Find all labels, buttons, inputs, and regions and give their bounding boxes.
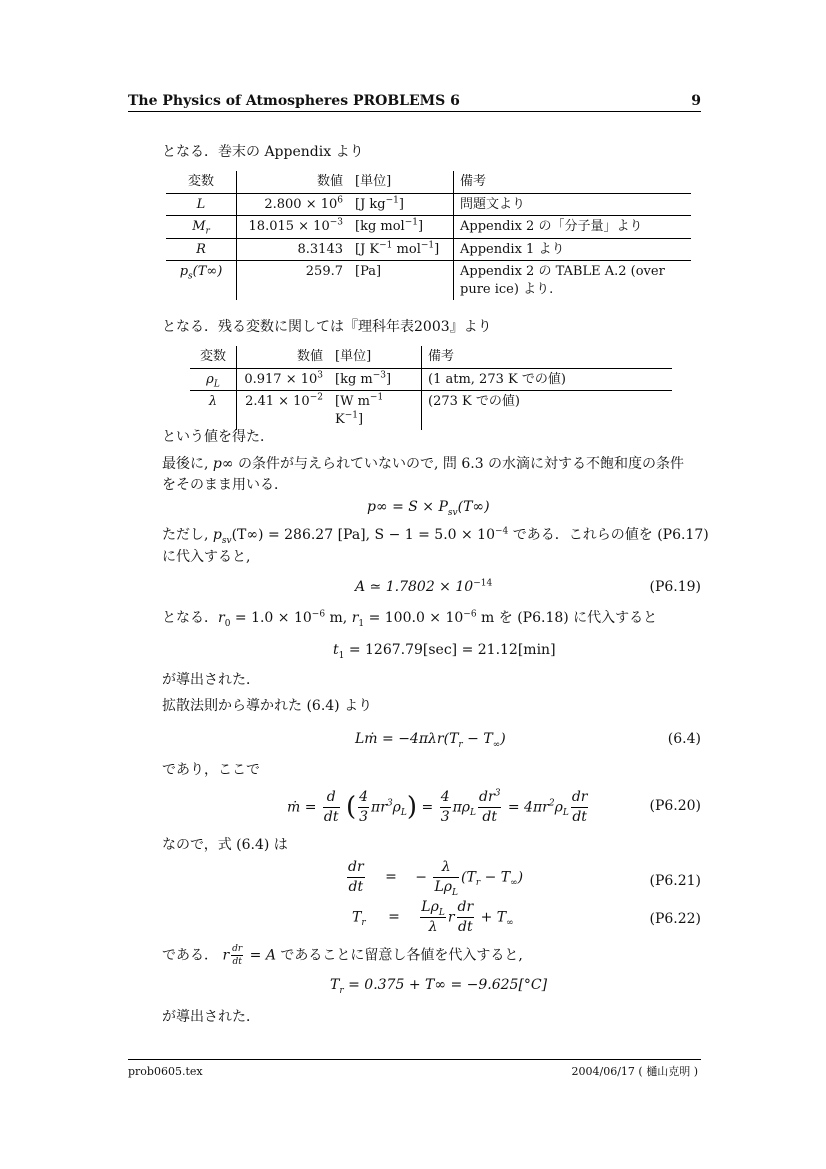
- var-cell: L: [166, 193, 237, 216]
- equation-number: (6.4): [667, 731, 701, 747]
- paragraph-4-line-1: 最後に, p∞ の条件が与えられていないので, 問 6.3 の水滴に対する不飽和度の条件: [162, 456, 685, 472]
- table-row: [166, 216, 691, 239]
- paragraph-12: が導出された．: [162, 1009, 260, 1025]
- value-cell: $0.917 \times 10^3$: [237, 368, 330, 391]
- paragraph-1: となる．巻末の Appendix より: [162, 144, 364, 160]
- equation-diffusion: Lṁ = $-4\pi\lambda r(T_r - T_\infty)$: [355, 731, 506, 750]
- unit-cell: [W $m^{-1}$ $K^{-1}$]: [329, 391, 422, 431]
- paragraph-5-line-2: に代入すると,: [162, 549, 251, 565]
- paragraph-11: である． r $\frac{dr}{dt}$ = A であることに留意し各値を代入すると,: [162, 944, 523, 968]
- note-cell: (1 atm, 273 K での値): [422, 368, 673, 391]
- equation-drdt: $\frac{dr}{dt}$ = − $\frac{\lambda}{L\rho_L}$ $(T_r - T_\infty)$: [348, 859, 524, 898]
- equation-Tr-value: $T_r = 0.375 + T\infty = -9.625[^\circ C]$: [330, 977, 548, 996]
- table-header-row: [166, 171, 691, 193]
- col-header: 数値: [237, 171, 350, 193]
- paragraph-6: となる．$r_0 = 1.0 \times 10^{-6}$ m, $r_1 = 100.0 \times 10^{-6}$ m を (P6.18) に代入すると: [162, 609, 658, 629]
- col-header: [単位]: [329, 346, 422, 368]
- col-header: 変数: [190, 346, 237, 368]
- value-cell: $2.800 \times 10^6$: [237, 193, 350, 216]
- value-cell: $18.015 \times 10^{-3}$: [237, 216, 350, 239]
- var-cell: R: [166, 238, 237, 261]
- unit-cell: [kg mol$^{-1}$]: [349, 216, 454, 239]
- unit-cell: [Pa]: [349, 261, 454, 301]
- col-header: 数値: [237, 346, 330, 368]
- col-header: [単位]: [349, 171, 454, 193]
- table-row: [190, 368, 672, 391]
- equation-number: (P6.19): [649, 579, 701, 595]
- paragraph-3: という値を得た．: [162, 429, 274, 445]
- equation-number: (P6.22): [649, 911, 701, 927]
- footer-filename: prob0605.tex: [128, 1065, 203, 1078]
- equation-number: (P6.20): [649, 798, 701, 814]
- equation-p-inf: $p\infty = S \times P_{sv}(T\infty)$: [367, 499, 490, 518]
- note-cell: Appendix 2 の TABLE A.2 (over pure ice) より.: [460, 264, 665, 297]
- var-cell: λ: [190, 391, 237, 431]
- var-cell: $M_r$: [166, 216, 237, 239]
- unit-cell: [kg $m^{-3}$]: [329, 368, 422, 391]
- equation-t1: $t_1 = 1267.79[\sec] = 21.12[\min]$: [333, 642, 556, 661]
- constants-table: [166, 171, 691, 300]
- note-cell: (273 K での値): [428, 394, 520, 410]
- table-row: [166, 193, 691, 216]
- unit-cell: [J $K^{-1}$ mol$^{-1}$]: [349, 238, 454, 261]
- page-number: 9: [691, 93, 701, 109]
- value-cell: 8.3143: [237, 238, 350, 261]
- equation-number: (P6.21): [649, 873, 701, 889]
- paragraph-5-line-1: ただし, $p_{sv}(T\infty) = 286.27$ [Pa], $S - 1 = 5.0 \times 10^{-4}$ である．これらの値を (P6.17): [162, 526, 709, 546]
- var-cell: $p_s(T\infty)$: [166, 261, 237, 301]
- note-cell: Appendix 1 より: [454, 238, 692, 261]
- equation-A: A ≃ $1.7802 \times 10^{-14}$: [355, 578, 493, 595]
- note-cell: Appendix 2 の「分子量」より: [454, 216, 692, 239]
- paragraph-10: なので，式 (6.4) は: [162, 837, 288, 853]
- var-cell: $\rho_L$: [190, 368, 237, 391]
- water-properties-table: [190, 346, 672, 430]
- col-header: 備考: [454, 171, 692, 193]
- paragraph-4-line-2: をそのまま用いる．: [162, 477, 288, 493]
- header-rule: [128, 111, 701, 112]
- value-cell: 259.7: [305, 264, 343, 280]
- paragraph-8: 拡散法則から導かれた (6.4) より: [162, 698, 373, 714]
- unit-cell: [J $kg^{-1}$]: [349, 193, 454, 216]
- value-cell: $2.41 \times 10^{-2}$: [245, 392, 323, 410]
- table-row: [166, 238, 691, 261]
- table-row: [190, 391, 672, 431]
- header-title: The Physics of Atmospheres PROBLEMS 6: [128, 93, 460, 109]
- footer-date-author: 2004/06/17 ( 樋山克明 ): [571, 1065, 698, 1078]
- paragraph-7: が導出された．: [162, 672, 260, 688]
- col-header: 変数: [166, 171, 237, 193]
- table-header-row: [190, 346, 672, 368]
- col-header: 備考: [422, 346, 673, 368]
- paragraph-9: であり，ここで: [162, 762, 260, 778]
- equation-mdot: ṁ = $\frac{d}{dt}$ ( $\frac{4}{3}$ $\pi r^3\rho_L$) = $\frac{4}{3}$ $\pi\rho_L$ $\frac{dr^3}{dt}$ = $4\pi r^2\rho_L$ $\frac{dr}{dt}$: [287, 788, 588, 825]
- footer-rule: [128, 1059, 701, 1060]
- table-row: [166, 261, 691, 301]
- note-cell: 問題文より: [454, 193, 692, 216]
- paragraph-2: となる．残る変数に関しては『理科年表2003』より: [162, 319, 492, 335]
- equation-Tr: $T_r$ = $\frac{L\rho_L}{\lambda}$ r $\frac{dr}{dt}$ + $T_\infty$: [352, 899, 514, 935]
